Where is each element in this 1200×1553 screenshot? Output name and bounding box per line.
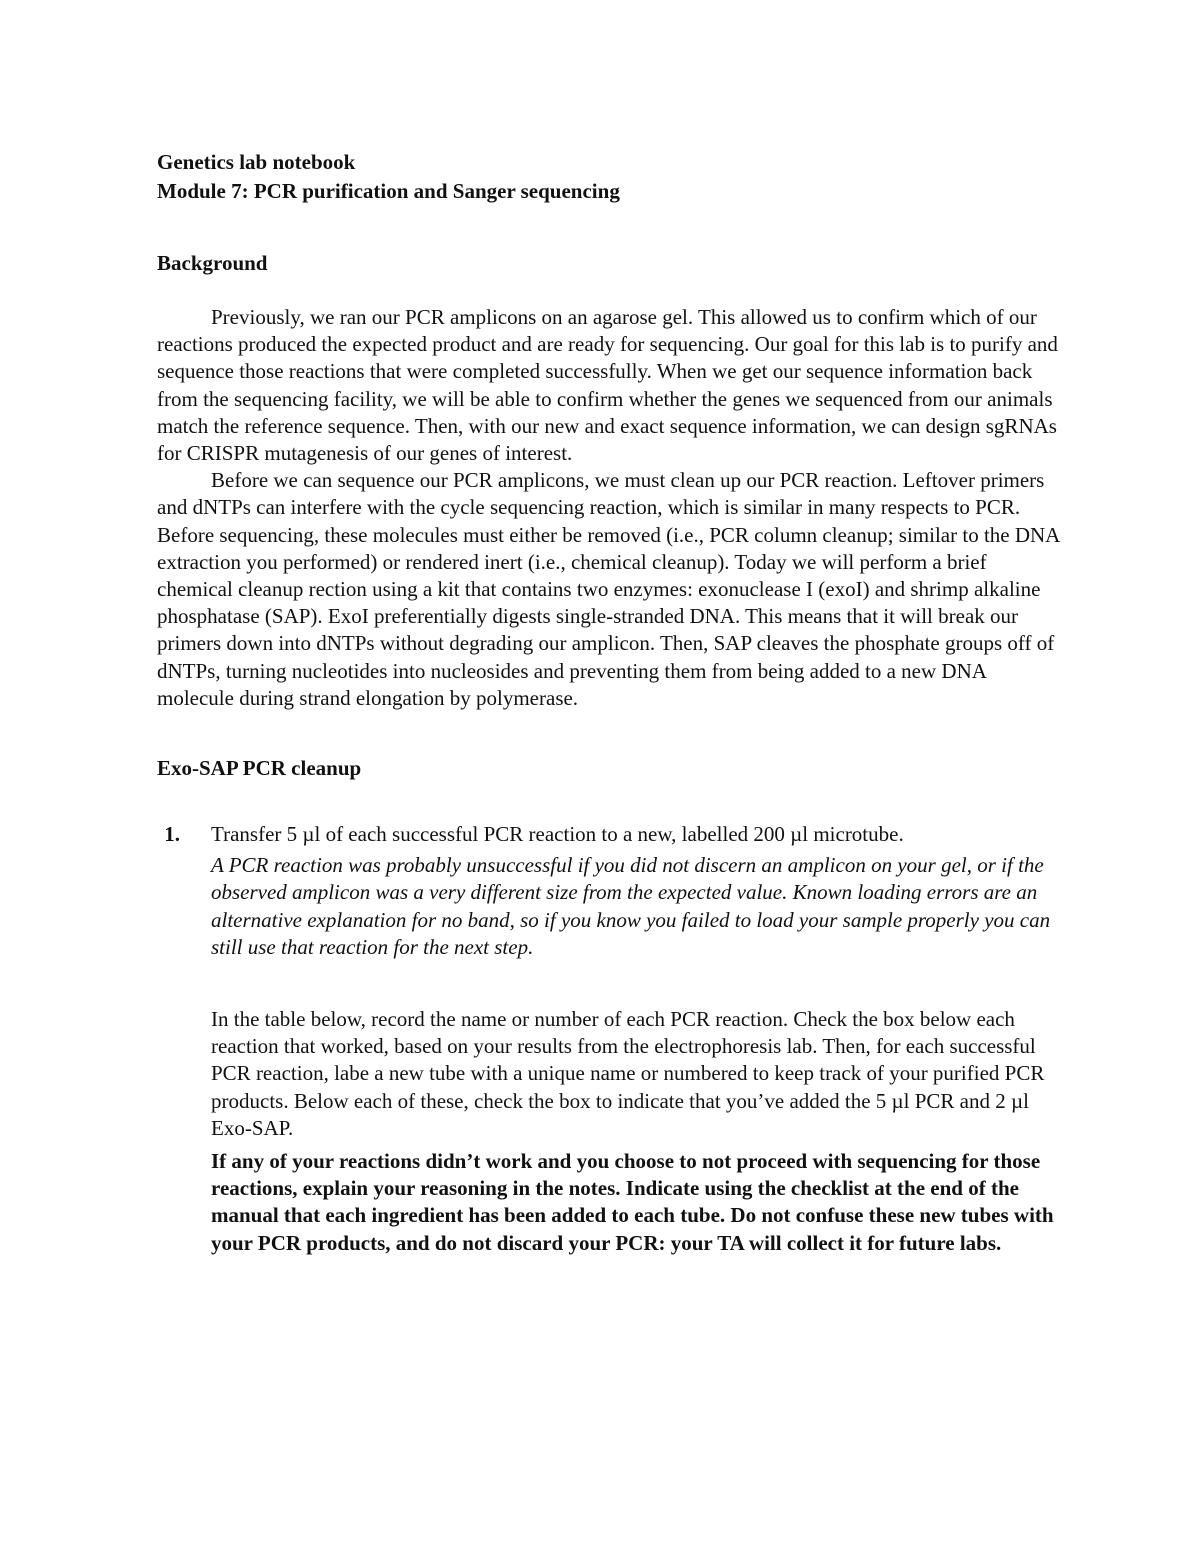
table-instructions: In the table below, record the name or number of each PCR reaction. Check the box below each reaction that worked, based on your results from the electrophoresis lab. Then, for each successful PCR reaction, labe a new tube with a unique name or numbered to keep track of your purified PCR products. Below each of these, check the box to indicate that you’ve added the 5 µl PCR and 2 µl Exo-SAP.: [211, 1007, 1045, 1140]
exosap-heading: Exo-SAP PCR cleanup: [157, 756, 362, 781]
background-paragraph-2: Before we can sequence our PCR amplicons, we must clean up our PCR reaction. Leftover primers and dNTPs can interfere with the cycle sequencing reaction, which is similar in many respects to PCR. Before sequencing, these molecules must either be removed (i.e., PCR column cleanup; similar to the DNA extraction you performed) or rendered inert (i.e., chemical cleanup). Today we will perform a brief chemical cleanup rection using a kit that contains two enzymes: exonuclease I (exoI) and shrimp alkaline phosphatase (SAP). ExoI preferentially digests single-stranded DNA. This means that it will break our primers down into dNTPs without degrading our amplicon. Then, SAP cleaves the phosphate groups off of dNTPs, turning nucleotides into nucleosides and preventing them from being added to a new DNA molecule during strand elongation by polymerase.: [157, 468, 1060, 710]
notebook-title: Genetics lab notebook: [157, 150, 356, 174]
unsuccessful-reaction-note: A PCR reaction was probably unsuccessful if you did not discern an amplicon on your gel, or if the observed amplicon was a very different size from the expected value. Known loading errors are an alternative explanation for no band, so if you know you failed to load your sample properly you can still use that reaction for the next step.: [211, 853, 1051, 959]
step-number: 1.: [164, 822, 180, 847]
module-title: Module 7: PCR purification and Sanger sequencing: [157, 179, 620, 203]
protocol-step-1: [157, 821, 1067, 1257]
background-paragraph-1: Previously, we ran our PCR amplicons on an agarose gel. This allowed us to confirm which of our reactions produced the expected product and are ready for sequencing. Our goal for this lab is to purify and sequence those reactions that were completed successfully. When we get our sequence information back from the sequencing facility, we will be able to confirm whether the genes we sequenced from our animals match the reference sequence. Then, with our new and exact sequence information, we can design sgRNAs for CRISPR mutagenesis of our genes of interest.: [157, 305, 1058, 466]
step-instruction: Transfer 5 µl of each successful PCR reaction to a new, labelled 200 µl microtube.: [211, 822, 904, 847]
background-heading: Background: [157, 251, 268, 275]
important-note: If any of your reactions didn’t work and you choose to not proceed with sequencing for those reactions, explain your reasoning in the notes. Indicate using the checklist at the end of the manual that each ingredient has been added to each tube. Do not confuse these new tubes with your PCR products, and do not discard your PCR: your TA will collect it for future labs.: [211, 1149, 1054, 1255]
background-section: [157, 304, 1067, 712]
document-title: [157, 148, 1067, 206]
document-page: [157, 148, 1067, 1257]
